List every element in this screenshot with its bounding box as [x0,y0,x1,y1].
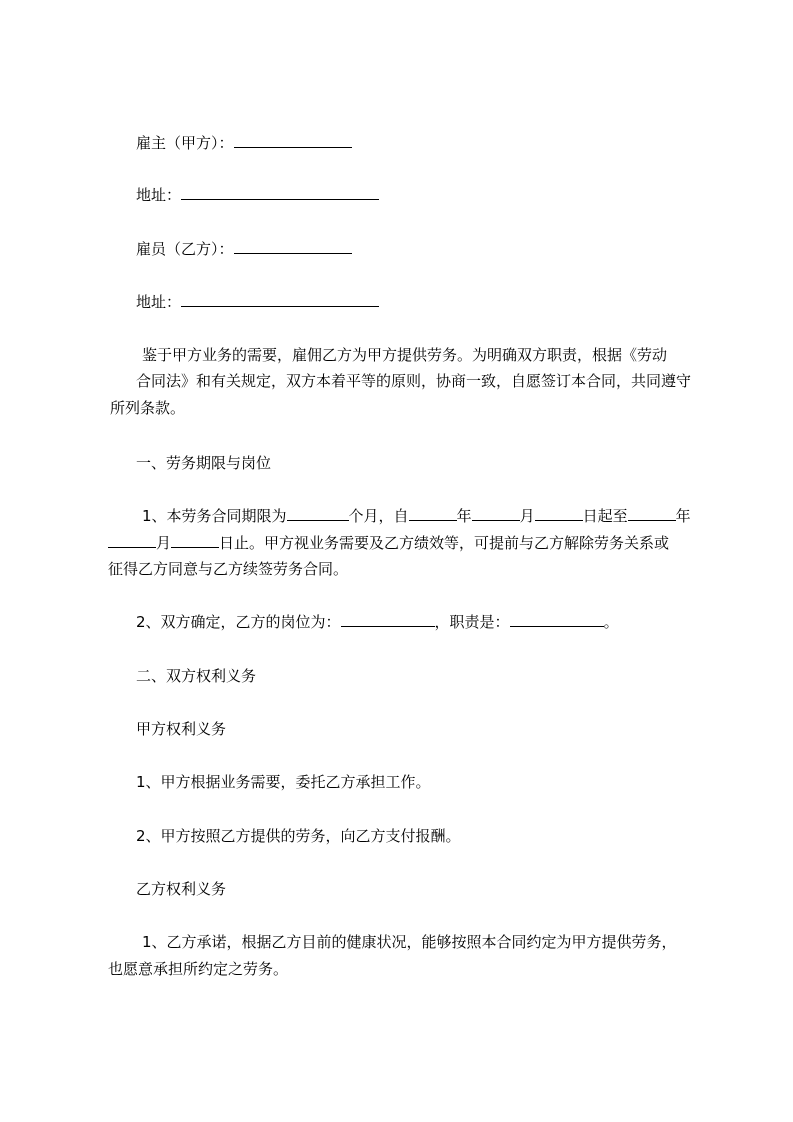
employee-address-line [136,291,379,313]
start-day-field[interactable] [535,506,583,521]
start-year-field[interactable] [409,506,457,521]
employee-address-field[interactable] [181,292,379,307]
party-a-item1: 1、甲方根据业务需要，委托乙方承担工作。 [136,773,431,791]
section1-item1-line2 [108,532,669,554]
employer-name-field[interactable] [234,133,352,148]
employee-name-field[interactable] [234,239,352,254]
item1-text-e: 日起至 [582,507,628,525]
start-month-field[interactable] [472,506,520,521]
item2-text-c: 。 [603,613,619,631]
end-day-field[interactable] [171,533,219,548]
employee-line [136,238,352,260]
section1-item1-line3: 征得乙方同意与乙方续签劳务合同。 [108,560,349,578]
item1-text-d: 月 [519,507,535,525]
party-a-item2: 2、甲方按照乙方提供的劳务，向乙方支付报酬。 [136,827,461,845]
party-b-item1-line2: 也愿意承担所约定之劳务。 [108,960,289,978]
section1-item1-line1 [142,505,691,527]
intro-line-2: 合同法》和有关规定，双方本着平等的原则，协商一致，自愿签订本合同，共同遵守 [136,372,692,390]
section1-item2 [136,611,619,633]
item1-text-a: 1、本劳务合同期限为 [142,507,287,525]
end-year-field[interactable] [628,506,676,521]
employer-address-field[interactable] [181,185,379,200]
party-b-item1-line1: 1、乙方承诺，根据乙方目前的健康状况，能够按照本合同约定为甲方提供劳务， [142,933,677,951]
end-month-field[interactable] [108,533,156,548]
party-b-heading: 乙方权利义务 [136,880,227,898]
intro-line-1: 鉴于甲方业务的需要，雇佣乙方为甲方提供劳务。为明确双方职责，根据《劳动 [142,346,668,364]
section1-title: 一、劳务期限与岗位 [136,454,272,472]
item1-text-g: 月 [156,534,172,552]
position-field[interactable] [341,612,435,627]
item2-text-a: 2、双方确定，乙方的岗位为： [136,613,341,631]
item1-text-c: 年 [456,507,472,525]
employer-line [136,132,352,154]
employee-label: 雇员（乙方）： [136,240,234,258]
party-a-heading: 甲方权利义务 [136,720,227,738]
duties-field[interactable] [510,612,604,627]
item2-text-b: ，职责是： [434,613,510,631]
section2-title: 二、双方权利义务 [136,667,257,685]
item1-text-f: 年 [675,507,691,525]
employee-address-label: 地址： [136,293,182,311]
employer-label: 雇主（甲方）： [136,134,234,152]
employer-address-label: 地址： [136,186,182,204]
months-field[interactable] [287,506,349,521]
intro-line-3: 所列条款。 [110,399,186,417]
item1-text-h: 日止。甲方视业务需要及乙方绩效等，可提前与乙方解除劳务关系或 [219,534,670,552]
item1-text-b: 个月，自 [348,507,409,525]
employer-address-line [136,184,379,206]
